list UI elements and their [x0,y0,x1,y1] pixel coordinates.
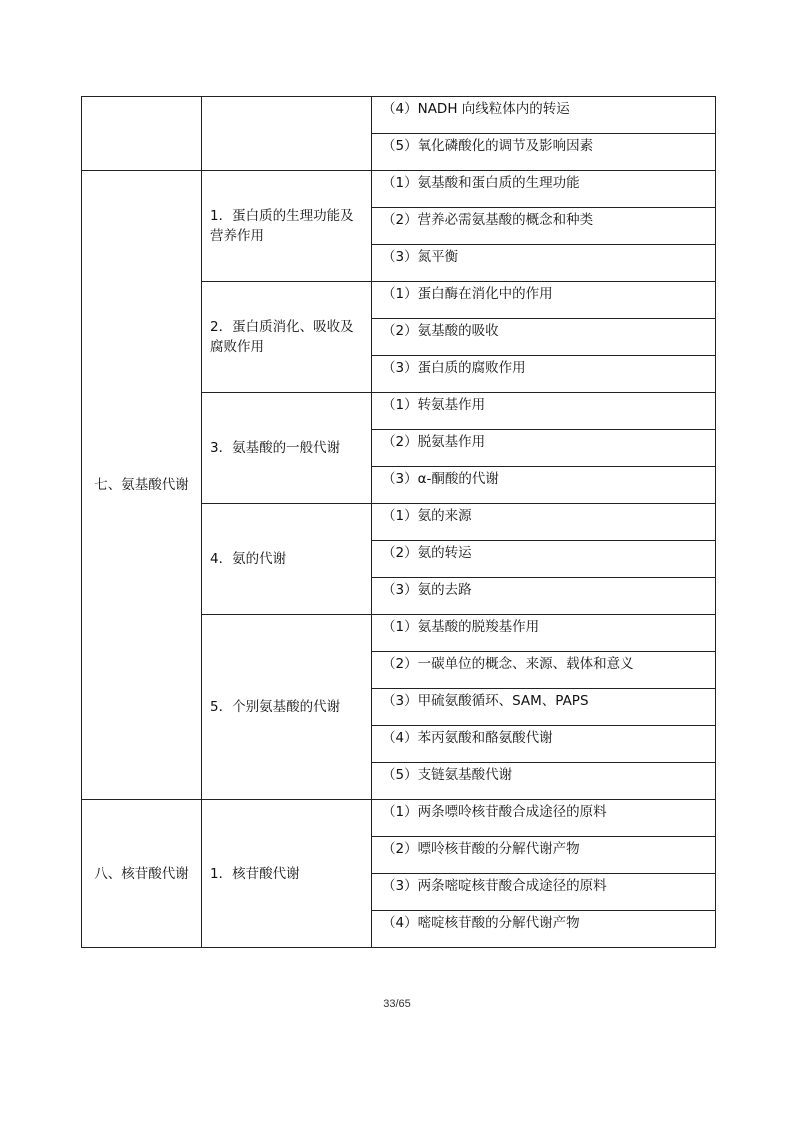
item-cell: （1）蛋白酶在消化中的作用 [372,282,716,319]
topic-cell: 1．核苷酸代谢 [202,800,372,948]
table-row [82,171,716,208]
table-row [82,97,716,134]
item-cell: （2）脱氨基作用 [372,430,716,467]
item-cell: （1）氨基酸和蛋白质的生理功能 [372,171,716,208]
section-cell-empty [82,97,202,171]
item-cell: （2）一碳单位的概念、来源、载体和意义 [372,652,716,689]
item-cell: （3）氨的去路 [372,578,716,615]
item-cell: （2）氨的转运 [372,541,716,578]
topic-cell-empty [202,97,372,171]
section-cell: 八、核苷酸代谢 [82,800,202,948]
topic-cell: 4．氨的代谢 [202,504,372,615]
topic-cell: 2．蛋白质消化、吸收及腐败作用 [202,282,372,393]
item-cell: （4）嘧啶核苷酸的分解代谢产物 [372,911,716,948]
item-cell: （4）苯丙氨酸和酪氨酸代谢 [372,726,716,763]
syllabus-table [81,96,716,948]
item-cell: （3）两条嘧啶核苷酸合成途径的原料 [372,874,716,911]
item-cell: （1）转氨基作用 [372,393,716,430]
item-cell: （4）NADH 向线粒体内的转运 [372,97,716,134]
topic-cell: 1．蛋白质的生理功能及营养作用 [202,171,372,282]
item-cell: （1）氨基酸的脱羧基作用 [372,615,716,652]
item-cell: （3）氮平衡 [372,245,716,282]
item-cell: （1）两条嘌呤核苷酸合成途径的原料 [372,800,716,837]
item-cell: （3）蛋白质的腐败作用 [372,356,716,393]
item-cell: （2）嘌呤核苷酸的分解代谢产物 [372,837,716,874]
item-cell: （5）氧化磷酸化的调节及影响因素 [372,134,716,171]
section-cell: 七、氨基酸代谢 [82,171,202,800]
table-row [82,800,716,837]
page-number: 33/65 [383,998,411,1010]
item-cell: （5）支链氨基酸代谢 [372,763,716,800]
topic-cell: 5．个别氨基酸的代谢 [202,615,372,800]
item-cell: （1）氨的来源 [372,504,716,541]
item-cell: （2）营养必需氨基酸的概念和种类 [372,208,716,245]
topic-cell: 3．氨基酸的一般代谢 [202,393,372,504]
item-cell: （3）甲硫氨酸循环、SAM、PAPS [372,689,716,726]
item-cell: （3）α-酮酸的代谢 [372,467,716,504]
item-cell: （2）氨基酸的吸收 [372,319,716,356]
